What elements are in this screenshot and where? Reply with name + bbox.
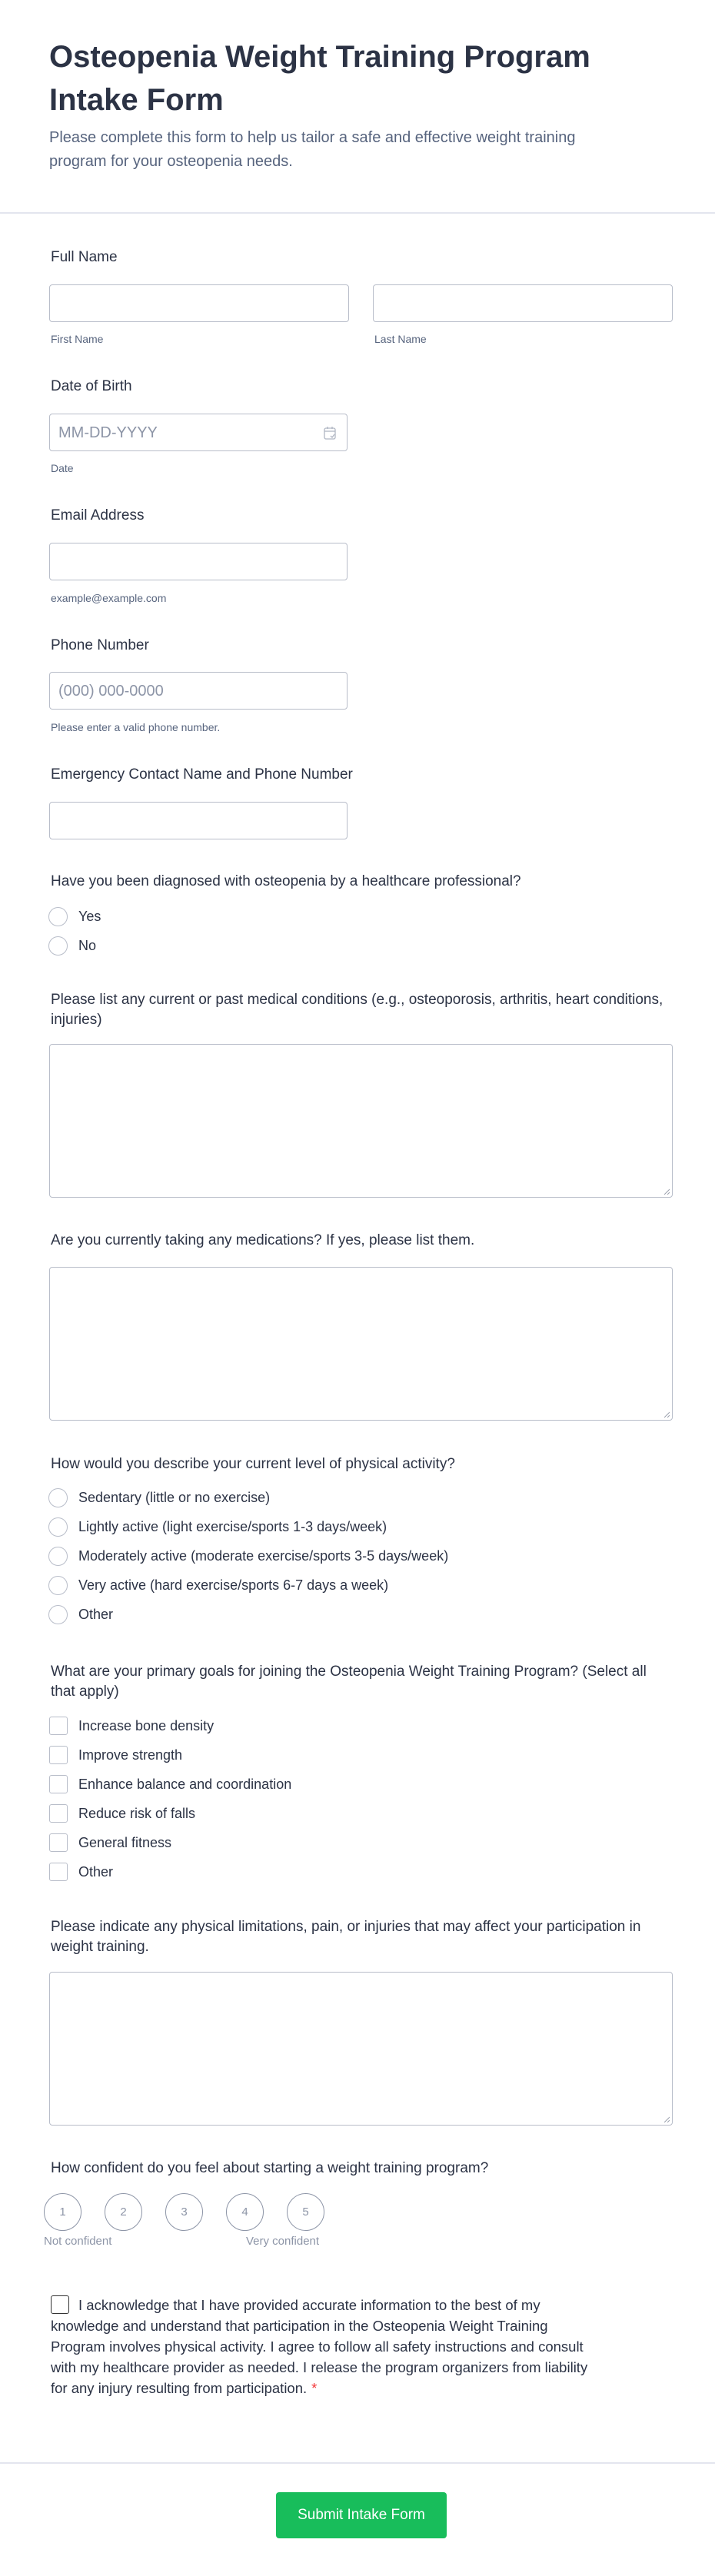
checkbox[interactable] bbox=[49, 1833, 68, 1852]
resize-handle-icon[interactable] bbox=[663, 1188, 670, 1195]
acknowledgement-checkbox[interactable] bbox=[51, 2295, 69, 2314]
emergency-input[interactable] bbox=[49, 802, 348, 839]
checkbox[interactable] bbox=[49, 1804, 68, 1823]
rating-option-1[interactable]: 1 bbox=[44, 2193, 81, 2231]
goals-option[interactable] bbox=[48, 1745, 182, 1765]
rating-option-4[interactable]: 4 bbox=[226, 2193, 264, 2231]
checkbox[interactable] bbox=[49, 1746, 68, 1764]
activity-label: How would you describe your current level of physical activity? bbox=[51, 1456, 455, 1472]
header-divider bbox=[0, 212, 715, 214]
limitations-label: Please indicate any physical limitations, pain, or injuries that may affect your participation in weight training. bbox=[51, 1919, 641, 1955]
radio-button[interactable] bbox=[48, 936, 68, 956]
option-label: Enhance balance and coordination bbox=[78, 1777, 292, 1792]
dob-sublabel: Date bbox=[51, 462, 74, 474]
radio-button[interactable] bbox=[48, 1547, 68, 1566]
option-label: Improve strength bbox=[78, 1747, 183, 1763]
rating-option-3[interactable]: 3 bbox=[165, 2193, 203, 2231]
diagnosed-option-yes[interactable] bbox=[48, 906, 101, 926]
full-name-label: Full Name bbox=[51, 249, 118, 265]
checkbox[interactable] bbox=[49, 1775, 68, 1793]
goals-option[interactable] bbox=[48, 1716, 214, 1736]
radio-button[interactable] bbox=[48, 1605, 68, 1624]
goals-label: What are your primary goals for joining the Osteopenia Weight Training Program? (Select all that apply) bbox=[51, 1664, 647, 1700]
first-name-input[interactable] bbox=[49, 284, 349, 322]
phone-sublabel: Please enter a valid phone number. bbox=[51, 721, 221, 733]
option-label: Other bbox=[78, 1864, 114, 1880]
goals-option[interactable] bbox=[48, 1833, 171, 1853]
phone-placeholder: (000) 000-0000 bbox=[58, 683, 164, 700]
limitations-textarea[interactable] bbox=[49, 1972, 673, 2126]
goals-option[interactable] bbox=[48, 1774, 291, 1794]
resize-handle-icon[interactable] bbox=[663, 1411, 670, 1418]
medical-conditions-textarea[interactable] bbox=[49, 1044, 673, 1198]
diagnosed-label: Have you been diagnosed with osteopenia by a healthcare professional? bbox=[51, 873, 521, 889]
email-sublabel: example@example.com bbox=[51, 592, 167, 604]
acknowledgement-text: I acknowledge that I have provided accurate information to the best of my knowledge and understand that participation in the Osteopenia Weight Training Program involves physical activity. I agree to follow all safety instructions and consult with my healthcare provider as needed. I release the program organizers from liability for any injury resulting from participation. bbox=[51, 2297, 588, 2396]
radio-button[interactable] bbox=[48, 1517, 68, 1537]
option-label: Increase bone density bbox=[78, 1718, 214, 1733]
option-label: No bbox=[78, 938, 97, 953]
page-title: Osteopenia Weight Training Program Intake Form bbox=[49, 40, 590, 117]
option-label: Moderately active (moderate exercise/sports 3-5 days/week) bbox=[78, 1548, 449, 1564]
emergency-label: Emergency Contact Name and Phone Number bbox=[51, 766, 353, 783]
confidence-label: How confident do you feel about starting a weight training program? bbox=[51, 2160, 489, 2176]
option-label: Very active (hard exercise/sports 6-7 days a week) bbox=[78, 1577, 389, 1593]
rating-min-label: Not confident bbox=[44, 2235, 112, 2248]
diagnosed-option-no[interactable] bbox=[48, 936, 96, 956]
submit-button[interactable]: Submit Intake Form bbox=[276, 2492, 447, 2538]
required-mark: * bbox=[311, 2380, 318, 2396]
checkbox[interactable] bbox=[49, 1717, 68, 1735]
calendar-icon[interactable] bbox=[324, 426, 336, 440]
resize-handle-icon[interactable] bbox=[663, 2116, 670, 2122]
radio-button[interactable] bbox=[48, 1488, 68, 1507]
form-header bbox=[0, 0, 715, 213]
radio-button[interactable] bbox=[48, 907, 68, 926]
option-label: Lightly active (light exercise/sports 1-3 days/week) bbox=[78, 1519, 387, 1534]
page-subtitle: Please complete this form to help us tailor a safe and effective weight training program for your osteopenia needs. bbox=[49, 129, 576, 170]
rating-option-5[interactable]: 5 bbox=[287, 2193, 324, 2231]
rating-max-label: Very confident bbox=[246, 2235, 320, 2248]
activity-option[interactable] bbox=[48, 1517, 387, 1537]
email-label: Email Address bbox=[51, 507, 145, 524]
activity-option[interactable] bbox=[48, 1604, 113, 1624]
medical-conditions-label: Please list any current or past medical conditions (e.g., osteoporosis, arthritis, heart conditions, injuries) bbox=[51, 992, 663, 1028]
option-label: Reduce risk of falls bbox=[78, 1806, 196, 1821]
dob-placeholder: MM-DD-YYYY bbox=[58, 424, 158, 441]
goals-option[interactable] bbox=[48, 1803, 195, 1823]
option-label: General fitness bbox=[78, 1835, 172, 1850]
phone-input[interactable] bbox=[49, 672, 348, 710]
footer-divider bbox=[0, 2462, 715, 2464]
checkbox[interactable] bbox=[49, 1863, 68, 1881]
activity-option[interactable] bbox=[48, 1487, 270, 1507]
last-name-input[interactable] bbox=[373, 284, 673, 322]
option-label: Yes bbox=[78, 909, 101, 924]
option-label: Other bbox=[78, 1607, 114, 1622]
last-name-sublabel: Last Name bbox=[374, 333, 427, 345]
first-name-sublabel: First Name bbox=[51, 333, 104, 345]
rating-option-2[interactable]: 2 bbox=[105, 2193, 142, 2231]
activity-option[interactable] bbox=[48, 1546, 448, 1566]
activity-option[interactable] bbox=[48, 1575, 388, 1595]
goals-option[interactable] bbox=[48, 1862, 113, 1882]
medications-textarea[interactable] bbox=[49, 1267, 673, 1421]
acknowledgement bbox=[51, 2295, 589, 2398]
dob-label: Date of Birth bbox=[51, 378, 132, 394]
option-label: Sedentary (little or no exercise) bbox=[78, 1490, 271, 1505]
dob-input[interactable] bbox=[49, 414, 348, 451]
email-input[interactable] bbox=[49, 543, 348, 580]
radio-button[interactable] bbox=[48, 1576, 68, 1595]
phone-label: Phone Number bbox=[51, 637, 149, 653]
medications-label: Are you currently taking any medications? If yes, please list them. bbox=[51, 1232, 475, 1248]
